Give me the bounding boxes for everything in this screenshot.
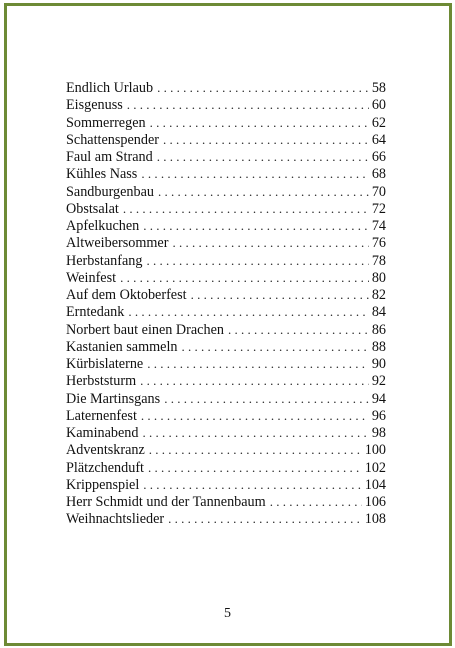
toc-entry[interactable] [66, 200, 386, 217]
toc-entry-page: 108 [362, 511, 386, 527]
toc-leader-dots [143, 476, 361, 493]
toc-leader-dots [270, 493, 362, 510]
toc-entry-page: 78 [369, 253, 386, 269]
toc-entry-title: Kastanien sammeln [66, 339, 182, 355]
toc-entry-page: 66 [369, 149, 386, 165]
toc-entry-title: Endlich Urlaub [66, 80, 157, 96]
toc-entry-title: Sandburgenbau [66, 184, 158, 200]
toc-entry[interactable] [66, 355, 386, 372]
toc-entry-page: 64 [369, 132, 386, 148]
toc-entry[interactable] [66, 459, 386, 476]
toc-entry[interactable] [66, 303, 386, 320]
toc-entry-page: 60 [369, 97, 386, 113]
toc-leader-dots [127, 96, 369, 113]
toc-entry[interactable] [66, 217, 386, 234]
toc-leader-dots [140, 372, 369, 389]
toc-entry-page: 98 [369, 425, 386, 441]
toc-entry-title: Altweibersommer [66, 235, 172, 251]
toc-leader-dots [143, 424, 369, 441]
toc-leader-dots [168, 510, 362, 527]
toc-entry-page: 100 [362, 442, 386, 458]
toc-entry-page: 106 [362, 494, 386, 510]
toc-entry-title: Sommerregen [66, 115, 150, 131]
toc-entry-title: Kühles Nass [66, 166, 141, 182]
toc-leader-dots [157, 79, 369, 96]
toc-entry-title: Apfelkuchen [66, 218, 143, 234]
toc-leader-dots [164, 390, 369, 407]
toc-entry-title: Obstsalat [66, 201, 123, 217]
toc-entry[interactable] [66, 441, 386, 458]
toc-leader-dots [182, 338, 369, 355]
toc-leader-dots [163, 131, 369, 148]
toc-leader-dots [141, 407, 369, 424]
toc-leader-dots [228, 321, 369, 338]
toc-entry-title: Weihnachtslieder [66, 511, 168, 527]
toc-leader-dots [157, 148, 369, 165]
toc-leader-dots [172, 234, 368, 251]
toc-entry-title: Herbstanfang [66, 253, 146, 269]
toc-leader-dots [120, 269, 369, 286]
toc-entry-page: 74 [369, 218, 386, 234]
toc-entry[interactable] [66, 79, 386, 96]
toc-entry[interactable] [66, 96, 386, 113]
toc-entry-page: 90 [369, 356, 386, 372]
toc-entry-page: 68 [369, 166, 386, 182]
toc-entry[interactable] [66, 131, 386, 148]
toc-entry-title: Adventskranz [66, 442, 149, 458]
table-of-contents [66, 79, 386, 528]
toc-entry-title: Eisgenuss [66, 97, 127, 113]
toc-leader-dots [146, 252, 368, 269]
toc-leader-dots [123, 200, 369, 217]
toc-entry-page: 86 [369, 322, 386, 338]
toc-leader-dots [150, 114, 369, 131]
toc-entry-title: Herr Schmidt und der Tannenbaum [66, 494, 270, 510]
toc-leader-dots [158, 183, 369, 200]
toc-entry-title: Die Martinsgans [66, 391, 164, 407]
toc-entry[interactable] [66, 252, 386, 269]
toc-entry[interactable] [66, 407, 386, 424]
toc-entry-title: Kürbislaterne [66, 356, 147, 372]
toc-entry[interactable] [66, 286, 386, 303]
toc-leader-dots [128, 303, 369, 320]
toc-entry-title: Faul am Strand [66, 149, 157, 165]
toc-entry-page: 96 [369, 408, 386, 424]
toc-entry-title: Krippenspiel [66, 477, 143, 493]
toc-entry-page: 104 [362, 477, 386, 493]
toc-entry-title: Erntedank [66, 304, 128, 320]
toc-entry[interactable] [66, 372, 386, 389]
toc-entry[interactable] [66, 234, 386, 251]
toc-entry-page: 82 [369, 287, 386, 303]
toc-entry[interactable] [66, 510, 386, 527]
toc-entry-title: Plätzchenduft [66, 460, 148, 476]
toc-entry-page: 62 [369, 115, 386, 131]
toc-leader-dots [149, 441, 362, 458]
toc-entry-page: 72 [369, 201, 386, 217]
toc-leader-dots [141, 165, 368, 182]
toc-leader-dots [191, 286, 369, 303]
toc-entry[interactable] [66, 148, 386, 165]
toc-entry[interactable] [66, 183, 386, 200]
toc-entry-page: 88 [369, 339, 386, 355]
toc-entry-page: 94 [369, 391, 386, 407]
toc-entry-page: 76 [369, 235, 386, 251]
toc-entry-title: Auf dem Oktoberfest [66, 287, 191, 303]
toc-entry[interactable] [66, 493, 386, 510]
toc-entry-title: Weinfest [66, 270, 120, 286]
page-number: 5 [224, 606, 231, 621]
toc-leader-dots [148, 459, 362, 476]
toc-entry[interactable] [66, 114, 386, 131]
toc-entry-title: Herbststurm [66, 373, 140, 389]
toc-entry[interactable] [66, 390, 386, 407]
toc-entry-page: 92 [369, 373, 386, 389]
toc-entry-title: Schattenspender [66, 132, 163, 148]
toc-leader-dots [143, 217, 369, 234]
toc-leader-dots [147, 355, 369, 372]
toc-entry[interactable] [66, 269, 386, 286]
toc-entry[interactable] [66, 476, 386, 493]
toc-entry-page: 70 [369, 184, 386, 200]
toc-entry[interactable] [66, 424, 386, 441]
toc-entry[interactable] [66, 321, 386, 338]
toc-entry-page: 102 [362, 460, 386, 476]
toc-entry[interactable] [66, 165, 386, 182]
toc-entry-title: Laternenfest [66, 408, 141, 424]
toc-entry-title: Norbert baut einen Drachen [66, 322, 228, 338]
toc-entry[interactable] [66, 338, 386, 355]
toc-entry-title: Kaminabend [66, 425, 143, 441]
toc-entry-page: 84 [369, 304, 386, 320]
toc-entry-page: 80 [369, 270, 386, 286]
toc-entry-page: 58 [369, 80, 386, 96]
